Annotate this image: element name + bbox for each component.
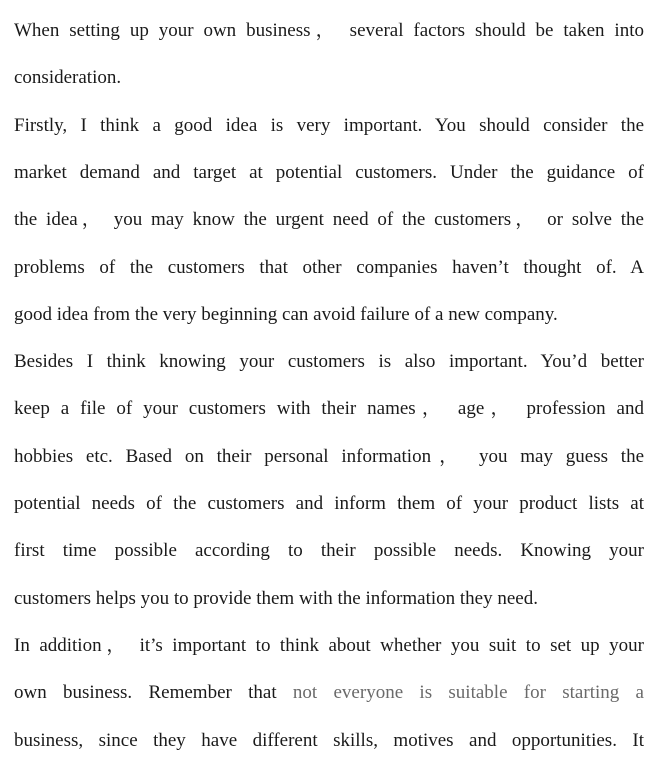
text-line-7: good idea from the very beginning can avoid failure of a new company. (14, 304, 558, 325)
text-line-15-start: own business. Remember that (14, 682, 293, 703)
text-line-13: customers helps you to provide them with the information they need. (14, 588, 538, 609)
text-line-10: hobbies etc. Based on their personal information， you may guess the (14, 446, 644, 467)
text-line-12: first time possible according to their possible needs. Knowing your (14, 540, 644, 561)
text-line-3: Firstly, I think a good idea is very important. You should consider the (14, 115, 644, 136)
text-line-9: keep a file of your customers with their names， age， profession and (14, 398, 644, 419)
text-line-1: When setting up your own business， several factors should be taken into (14, 20, 644, 41)
text-line-15-grey: not everyone is suitable for starting a (292, 682, 644, 703)
text-line-2: consideration. (14, 67, 122, 88)
text-line-4: market demand and target at potential customers. Under the guidance of (14, 162, 644, 183)
text-line-8: Besides I think knowing your customers is also important. You’d better (14, 351, 644, 372)
text-line-14: In addition， it’s important to think about whether you suit to set up your (14, 635, 644, 656)
text-line-15 (14, 678, 644, 708)
text-line-11: potential needs of the customers and inform them of your product lists at (14, 493, 644, 514)
text-line-5: the idea， you may know the urgent need of the customers， or solve the (14, 209, 644, 230)
text-line-16: business, since they have different skills, motives and opportunities. It (14, 730, 644, 751)
text-line-6: problems of the customers that other companies haven’t thought of. A (14, 257, 644, 278)
